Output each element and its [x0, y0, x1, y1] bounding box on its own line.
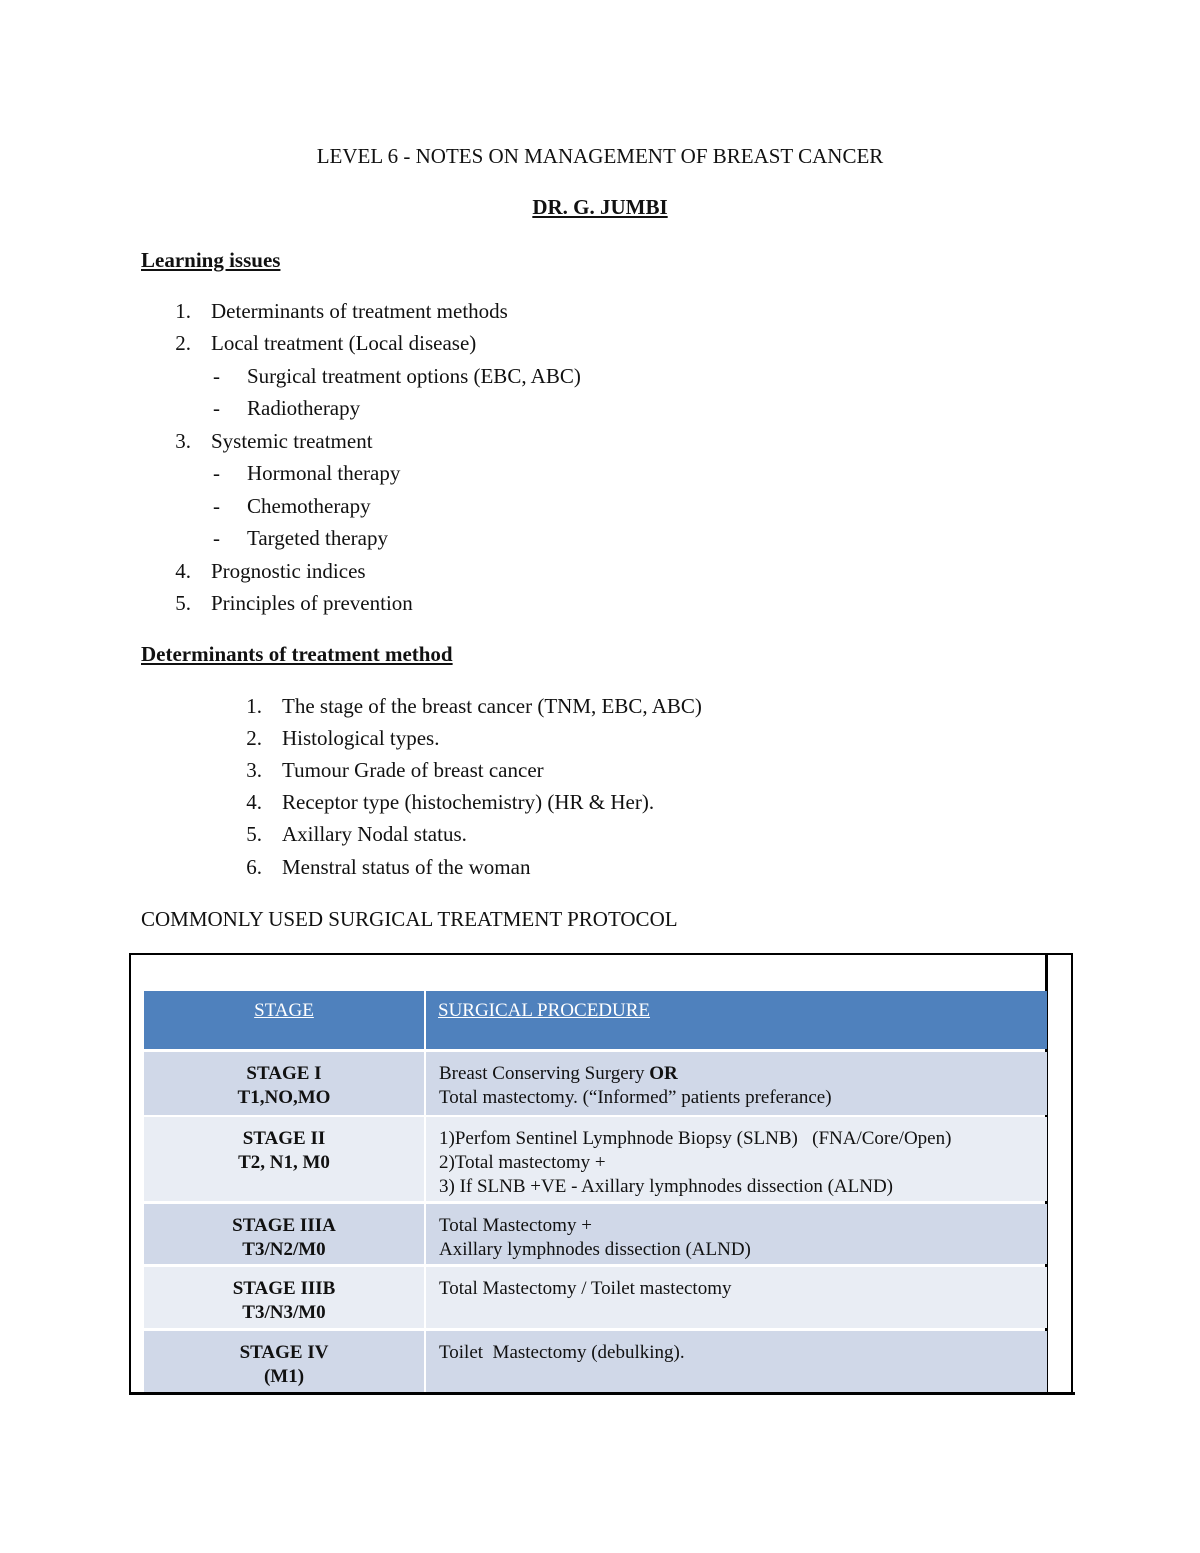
table-header-stage: STAGE: [144, 991, 424, 1049]
table-row-stage-cell: STAGE IIIB T3/N3/M0: [144, 1267, 424, 1328]
table-row-procedure-cell: Total Mastectomy / Toilet mastectomy: [426, 1267, 1047, 1328]
table-row-procedure-cell: Total Mastectomy + Axillary lymphnodes dissection (ALND): [426, 1204, 1047, 1264]
table-frame-right-edge: [1045, 953, 1073, 1395]
table-row-procedure-cell: Breast Conserving Surgery OR Total mastectomy. (“Informed” patients preferance): [426, 1052, 1047, 1115]
table-row-stage-cell: STAGE IIIA T3/N2/M0: [144, 1204, 424, 1264]
author-name: DR. G. JUMBI: [532, 195, 668, 219]
table-row-procedure-cell: 1)Perfom Sentinel Lymphnode Biopsy (SLNB) (FNA/Core/Open) 2)Total mastectomy + 3) If SLNB +VE - Axillary lymphnodes dissection (ALND): [426, 1117, 1047, 1201]
table-row-stage-cell: STAGE I T1,NO,MO: [144, 1052, 424, 1115]
protocol-heading: COMMONLY USED SURGICAL TREATMENT PROTOCOL: [141, 907, 678, 931]
table-row-stage-cell: STAGE II T2, N1, M0: [144, 1117, 424, 1201]
table-row-procedure-cell: Toilet Mastectomy (debulking).: [426, 1331, 1047, 1392]
table-row-stage-cell: STAGE IV (M1): [144, 1331, 424, 1392]
table-bottom-border: [129, 1392, 1075, 1395]
table-header-procedure: SURGICAL PROCEDURE: [426, 991, 1047, 1049]
document-title: LEVEL 6 - NOTES ON MANAGEMENT OF BREAST CANCER: [316, 144, 884, 168]
learning-issues-heading: Learning issues: [141, 248, 281, 272]
determinants-heading: Determinants of treatment method: [141, 642, 453, 666]
